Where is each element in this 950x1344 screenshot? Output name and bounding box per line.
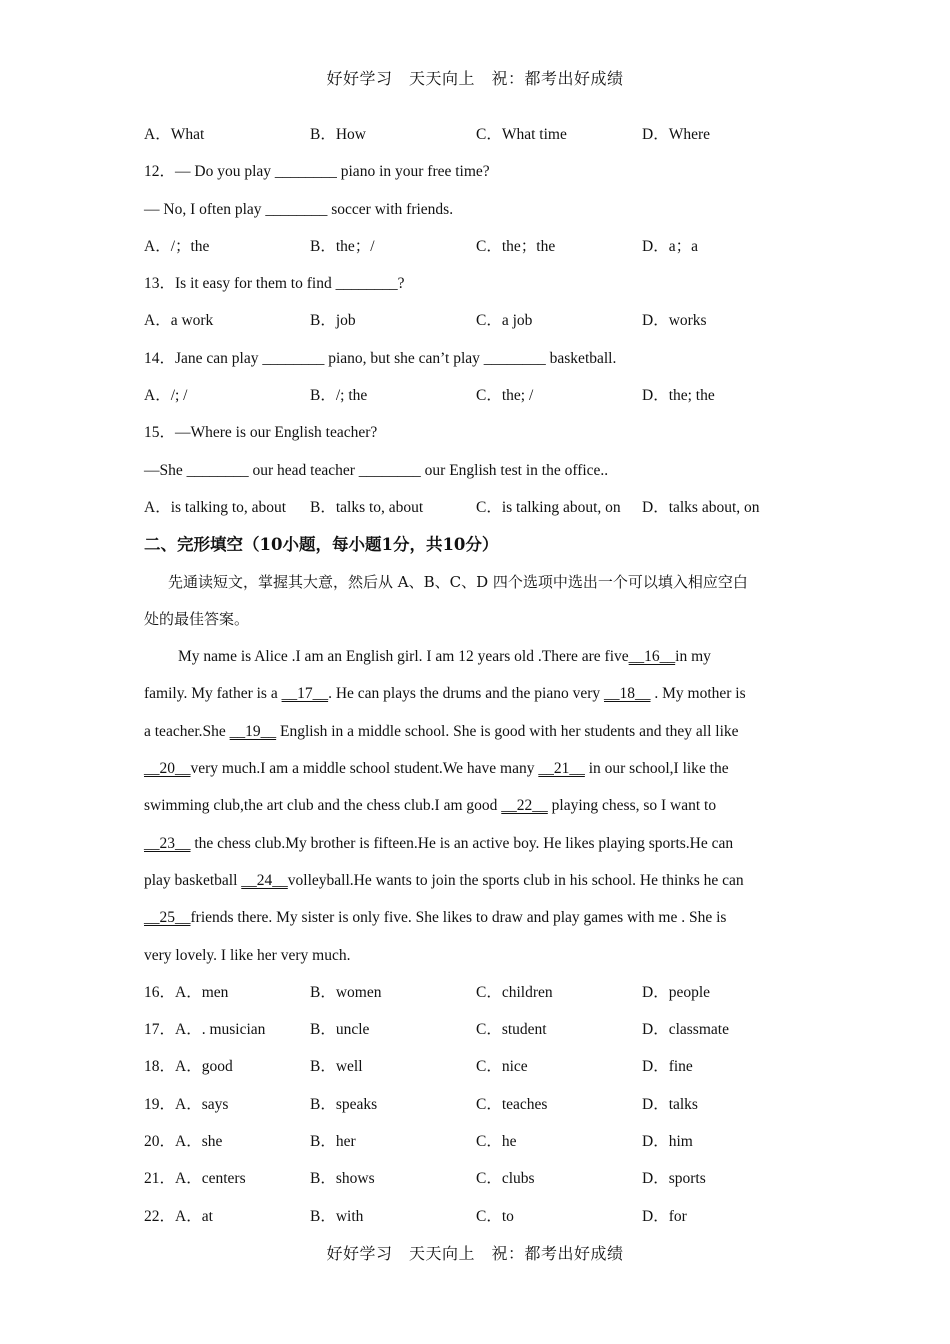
- q11-option-b: B．How: [310, 126, 366, 143]
- cloze-question-20: [144, 1123, 814, 1160]
- cloze-question-21: [144, 1160, 814, 1197]
- q13-option-c: C．a job: [476, 312, 533, 330]
- cloze-16-option-c: C．children: [476, 983, 553, 1001]
- blank-22: __22__: [501, 797, 548, 815]
- passage-line-1: [144, 638, 814, 675]
- blank-25: __25__: [144, 909, 191, 927]
- cloze-question-17: [144, 1011, 814, 1048]
- q12-stem: 12．— Do you play ________ piano in your free time?: [144, 163, 490, 181]
- cloze-20-option-b: B．her: [310, 1133, 356, 1151]
- q14-option-b: B．/; the: [310, 387, 368, 405]
- blank-20: __20__: [144, 760, 191, 778]
- blank-17: __17__: [281, 685, 329, 703]
- blank-23: __23__: [144, 834, 191, 852]
- q15-reply: —She ________ our head teacher ________ our English test in the office..: [144, 461, 609, 479]
- cloze-question-16: [144, 974, 814, 1011]
- q15-options: [144, 489, 814, 526]
- cloze-18-option-a: 18．A．good: [144, 1058, 233, 1076]
- cloze-16-option-b: B．women: [310, 983, 382, 1001]
- cloze-22-option-d: D．for: [642, 1207, 687, 1225]
- cloze-19-option-a: 19．A．says: [144, 1095, 229, 1113]
- q12-option-c: C．the；the: [476, 237, 556, 255]
- passage-text: in my: [675, 648, 711, 666]
- q11-option-c: C．What time: [476, 126, 567, 143]
- blank-24: __24__: [241, 871, 288, 889]
- cloze-21-option-d: D．sports: [642, 1170, 706, 1188]
- passage-text: family. My father is a: [144, 685, 282, 703]
- q14-option-a: A．/; /: [144, 387, 188, 405]
- q13-options: [144, 302, 814, 339]
- q13-option-a: A．a work: [144, 312, 214, 330]
- q12-options: [144, 228, 814, 265]
- passage-text: very lovely. I like her very much.: [144, 946, 351, 964]
- cloze-20-option-c: C．he: [476, 1133, 517, 1151]
- cloze-22-option-b: B．with: [310, 1207, 364, 1225]
- q15-option-c: C．is talking about, on: [476, 498, 621, 516]
- exam-content: [144, 116, 814, 1235]
- q12-option-b: B．the；/: [310, 237, 375, 255]
- q13-stem: 13．Is it easy for them to find ________?: [144, 275, 405, 293]
- passage-text: playing chess, so I want to: [547, 797, 717, 815]
- passage-line-2: [144, 675, 814, 712]
- page-footer: 好好学习 天天向上 祝：都考出好成绩: [326, 1244, 624, 1263]
- passage-text: . My mother is: [650, 685, 746, 703]
- cloze-17-option-d: D．classmate: [642, 1021, 729, 1039]
- page-header: 好好学习 天天向上 祝：都考出好成绩: [326, 69, 624, 88]
- cloze-18-option-b: B．well: [310, 1058, 363, 1076]
- blank-16: __16__: [628, 648, 676, 666]
- passage-text: play basketball: [144, 871, 242, 889]
- passage-text: friends there. My sister is only five. She likes to draw and play games with me . She is: [190, 909, 727, 927]
- cloze-17-option-a: 17．A．. musician: [144, 1021, 266, 1039]
- cloze-18-option-d: D．fine: [642, 1058, 693, 1076]
- q14-stem: 14．Jane can play ________ piano, but she can’t play ________ basketball.: [144, 349, 617, 367]
- passage-text: . He can plays the drums and the piano very: [328, 685, 604, 703]
- cloze-options: [144, 974, 814, 1235]
- cloze-passage: [144, 638, 814, 974]
- cloze-20-option-d: D．him: [642, 1133, 693, 1151]
- cloze-19-option-d: D．talks: [642, 1095, 698, 1113]
- cloze-17-option-c: C．student: [476, 1021, 547, 1039]
- q13-option-d: D．works: [642, 312, 707, 330]
- cloze-question-22: [144, 1198, 814, 1235]
- cloze-16-option-d: D．people: [642, 983, 711, 1001]
- passage-text: very much.I am a middle school student.We have many: [190, 760, 539, 778]
- cloze-22-option-c: C．to: [476, 1207, 514, 1225]
- cloze-18-option-c: C．nice: [476, 1058, 528, 1076]
- passage-text: volleyball.He wants to join the sports club in his school. He thinks he can: [287, 871, 744, 889]
- section-instruction-line2: 处的最佳答案。: [144, 609, 250, 628]
- blank-19: __19__: [229, 722, 277, 740]
- q12-option-d: D．a；a: [642, 237, 698, 255]
- q14-option-d: D．the; the: [642, 387, 715, 405]
- cloze-17-option-b: B．uncle: [310, 1021, 370, 1039]
- passage-text: in our school,I like the: [584, 760, 729, 778]
- passage-text: swimming club,the art club and the chess club.I am good: [144, 797, 502, 815]
- q15-stem: 15．—Where is our English teacher?: [144, 424, 378, 442]
- blank-21: __21__: [538, 760, 585, 778]
- passage-text: English in a middle school. She is good with her students and they all like: [276, 722, 739, 740]
- q11-options: [144, 116, 814, 153]
- q15-option-a: A．is talking to, about: [144, 498, 287, 516]
- passage-line-4: [144, 750, 814, 787]
- section-instruction-line1: 先通读短文，掌握其大意，然后从 A、B、C、D 四个选项中选出一个可以填入相应空白: [168, 572, 748, 591]
- cloze-19-option-c: C．teaches: [476, 1095, 548, 1113]
- cloze-21-option-b: B．shows: [310, 1170, 375, 1188]
- passage-text: My name is Alice .I am an English girl. I am 12 years old .There are five: [178, 648, 629, 666]
- passage-line-7: [144, 862, 814, 899]
- cloze-21-option-a: 21．A．centers: [144, 1170, 246, 1188]
- cloze-question-18: [144, 1048, 814, 1085]
- q12-option-a: A．/；the: [144, 237, 210, 255]
- cloze-20-option-a: 20．A．she: [144, 1133, 223, 1151]
- q12-reply: — No, I often play ________ soccer with friends.: [144, 200, 454, 218]
- cloze-16-option-a: 16．A．men: [144, 983, 229, 1001]
- q14-option-c: C．the; /: [476, 387, 534, 405]
- passage-text: a teacher.She: [144, 722, 230, 740]
- cloze-19-option-b: B．speaks: [310, 1095, 378, 1113]
- passage-line-5: [144, 787, 814, 824]
- q11-option-d: D．Where: [642, 126, 710, 143]
- q11-option-a: A．What: [144, 126, 205, 143]
- q15-option-d: D．talks about, on: [642, 498, 760, 516]
- cloze-21-option-c: C．clubs: [476, 1170, 535, 1188]
- cloze-22-option-a: 22．A．at: [144, 1207, 213, 1225]
- passage-line-8: [144, 899, 814, 936]
- passage-line-6: [144, 825, 814, 862]
- q15-option-b: B．talks to, about: [310, 498, 424, 516]
- cloze-question-19: [144, 1086, 814, 1123]
- passage-text: the chess club.My brother is fifteen.He is an active boy. He likes playing sports.He can: [190, 834, 734, 852]
- q13-option-b: B．job: [310, 312, 356, 330]
- blank-18: __18__: [604, 685, 651, 703]
- q14-options: [144, 377, 814, 414]
- passage-line-9: [144, 937, 814, 974]
- section-title: 二、完形填空（10小题，每小题1分，共10分）: [144, 535, 499, 555]
- passage-line-3: [144, 713, 814, 750]
